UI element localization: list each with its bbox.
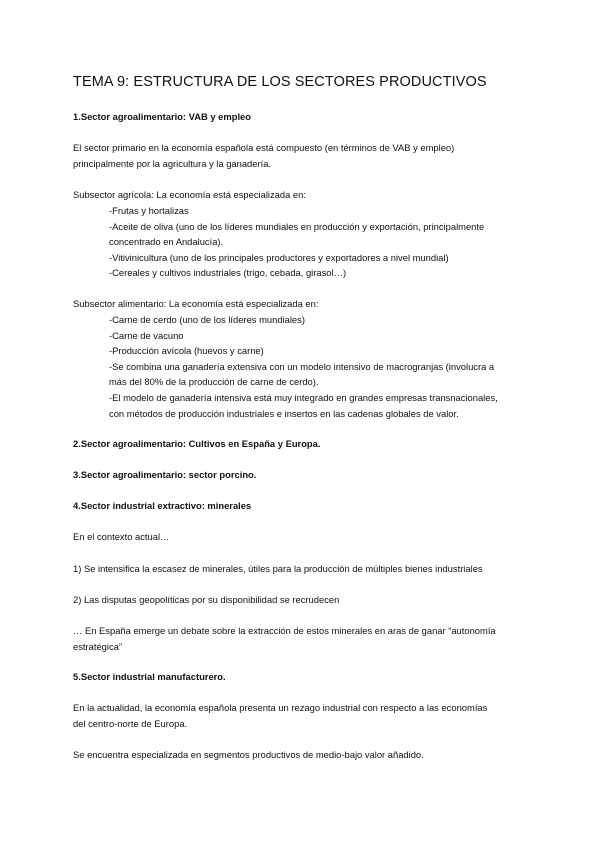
debate-line-1: … En España emerge un debate sobre la extracción de estos minerales en aras de ganar “autonomía (73, 625, 496, 636)
section-1-heading: 1.Sector agroalimentario: VAB y empleo (73, 111, 252, 122)
point-1-text: 1) Se intensifica la escasez de minerales, útiles para la producción de múltiples bienes industriales (73, 563, 483, 574)
context-text: En el contexto actual… (73, 531, 170, 542)
list-item: -Carne de cerdo (uno de los líderes mundiales) (109, 314, 305, 325)
document-title: TEMA 9: ESTRUCTURA DE LOS SECTORES PRODUCTIVOS (73, 74, 487, 90)
section-5-heading: 5.Sector industrial manufacturero. (73, 671, 226, 682)
intro-line-2: principalmente por la agricultura y la ganadería. (73, 157, 272, 169)
list-item: -Carne de vacuno (109, 329, 184, 341)
section-2-heading: 2.Sector agroalimentario: Cultivos en España y Europa. (73, 438, 321, 449)
list-item: -Producción avícola (huevos y carne) (109, 345, 264, 357)
point-2-text: 2) Las disputas geopolíticas por su disponibilidad se recrudecen (73, 594, 340, 605)
subsector-alimentario-label: Subsector alimentario: La economía está especializada en: (73, 298, 319, 309)
list-item: -Vitivinicultura (uno de los principales productores y exportadores a nivel mundial) (109, 251, 449, 263)
section-4-heading: 4.Sector industrial extractivo: minerales (73, 500, 252, 511)
list-item: concentrado en Andalucía). (109, 236, 224, 248)
intro-line-1: El sector primario en la economía española está compuesto (en términos de VAB y empleo) (73, 142, 455, 153)
list-item: con métodos de producción industriales e insertos en las cadenas globales de valor. (109, 407, 459, 419)
section-5-paragraph-2: Se encuentra especializada en segmentos productivos de medio-bajo valor añadido. (73, 749, 424, 760)
subsector-alimentario-list (109, 312, 549, 421)
p1-line-1: En la actualidad, la economía española presenta un rezago industrial con respecto a las economías (73, 702, 488, 713)
list-item: más del 80% de la producción de carne de cerdo). (109, 376, 319, 388)
list-item: -Cereales y cultivos industriales (trigo, cebada, girasol…) (109, 267, 347, 279)
list-item: -Aceite de oliva (uno de los líderes mundiales en producción y exportación, principalmente (109, 220, 485, 232)
subsector-agricola-label: Subsector agrícola: La economía está especializada en: (73, 189, 306, 200)
p1-line-2: del centro-norte de Europa. (73, 717, 188, 729)
list-item: -El modelo de ganadería intensiva está muy integrado en grandes empresas transnacionales, (109, 391, 498, 403)
list-item: -Frutas y hortalizas (109, 205, 189, 216)
list-item: -Se combina una ganadería extensiva con un modelo intensivo de macrogranjas (involucra a (109, 360, 495, 372)
section-5-paragraph-1 (73, 700, 543, 731)
debate-paragraph (73, 623, 543, 654)
debate-line-2: estratégica” (73, 640, 122, 652)
section-3-heading: 3.Sector agroalimentario: sector porcino. (73, 469, 257, 480)
subsector-agricola-list (109, 203, 549, 281)
section-1-intro (73, 140, 543, 171)
